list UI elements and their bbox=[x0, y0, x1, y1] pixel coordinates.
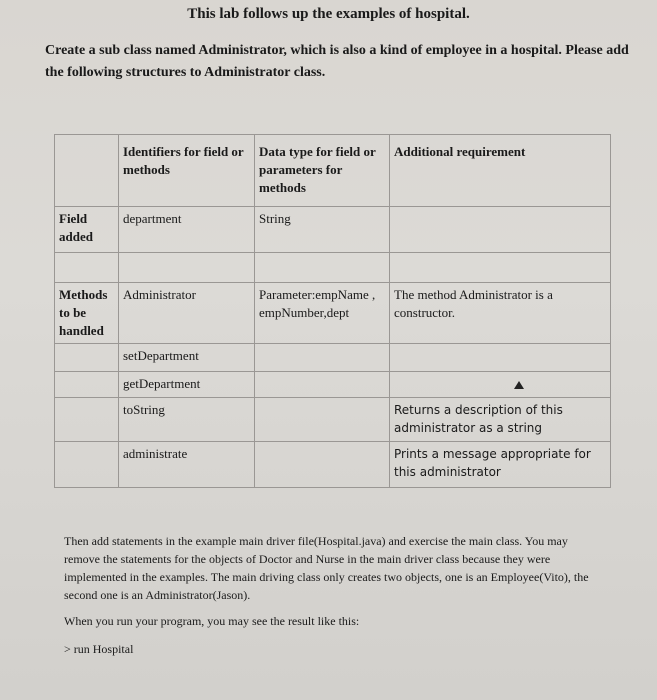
method-type bbox=[255, 344, 390, 372]
method-requirement bbox=[390, 372, 611, 398]
cursor-arrow-icon bbox=[514, 381, 524, 389]
instructions-block bbox=[64, 532, 604, 658]
header-empty bbox=[55, 135, 119, 207]
method-requirement: Returns a description of this administrator as a string bbox=[390, 398, 611, 442]
method-type bbox=[255, 398, 390, 442]
field-requirement bbox=[390, 207, 611, 253]
method-requirement: The method Administrator is a constructor. bbox=[390, 283, 611, 344]
methods-label: Methods to be handled bbox=[55, 283, 119, 344]
method-name: Administrator bbox=[119, 283, 255, 344]
method-name: setDepartment bbox=[119, 344, 255, 372]
run-result-note: When you run your program, you may see the result like this: bbox=[64, 614, 360, 628]
method-type bbox=[255, 372, 390, 398]
header-identifiers: Identifiers for field or methods bbox=[119, 135, 255, 207]
field-type: String bbox=[255, 207, 390, 253]
page-title: This lab follows up the examples of hospital. bbox=[187, 6, 470, 22]
method-requirement bbox=[390, 344, 611, 372]
header-additional: Additional requirement bbox=[390, 135, 611, 207]
header-data-type: Data type for field or parameters for methods bbox=[255, 135, 390, 207]
instructions-paragraph: Then add statements in the example main driver file(Hospital.java) and exercise the main class. You may remove the statements for the objects of Doctor and Nurse in the main driver class because they were implemented in the examples. The main driving class only creates two objects, one is an Employee(Vito), the second one is an Administrator(Jason). bbox=[64, 534, 589, 602]
table-header-row bbox=[55, 135, 611, 207]
table-row-empty bbox=[55, 253, 611, 283]
method-name: toString bbox=[119, 398, 255, 442]
run-command: > run Hospital bbox=[64, 642, 134, 656]
method-name: administrate bbox=[119, 442, 255, 488]
method-type: Parameter:empName , empNumber,dept bbox=[255, 283, 390, 344]
method-name: getDepartment bbox=[119, 372, 255, 398]
intro-paragraph: Create a sub class named Administrator, which is also a kind of employee in a hospital. Please add the following structures to Administrator class. bbox=[45, 43, 629, 80]
requirements-table bbox=[54, 134, 611, 488]
table-row bbox=[55, 207, 611, 253]
table-row bbox=[55, 344, 611, 372]
method-requirement: Prints a message appropriate for this administrator bbox=[390, 442, 611, 488]
table-row bbox=[55, 398, 611, 442]
field-added-label: Field added bbox=[55, 207, 119, 253]
method-type bbox=[255, 442, 390, 488]
table-row bbox=[55, 442, 611, 488]
field-identifier: department bbox=[119, 207, 255, 253]
table-row bbox=[55, 372, 611, 398]
table-row bbox=[55, 283, 611, 344]
